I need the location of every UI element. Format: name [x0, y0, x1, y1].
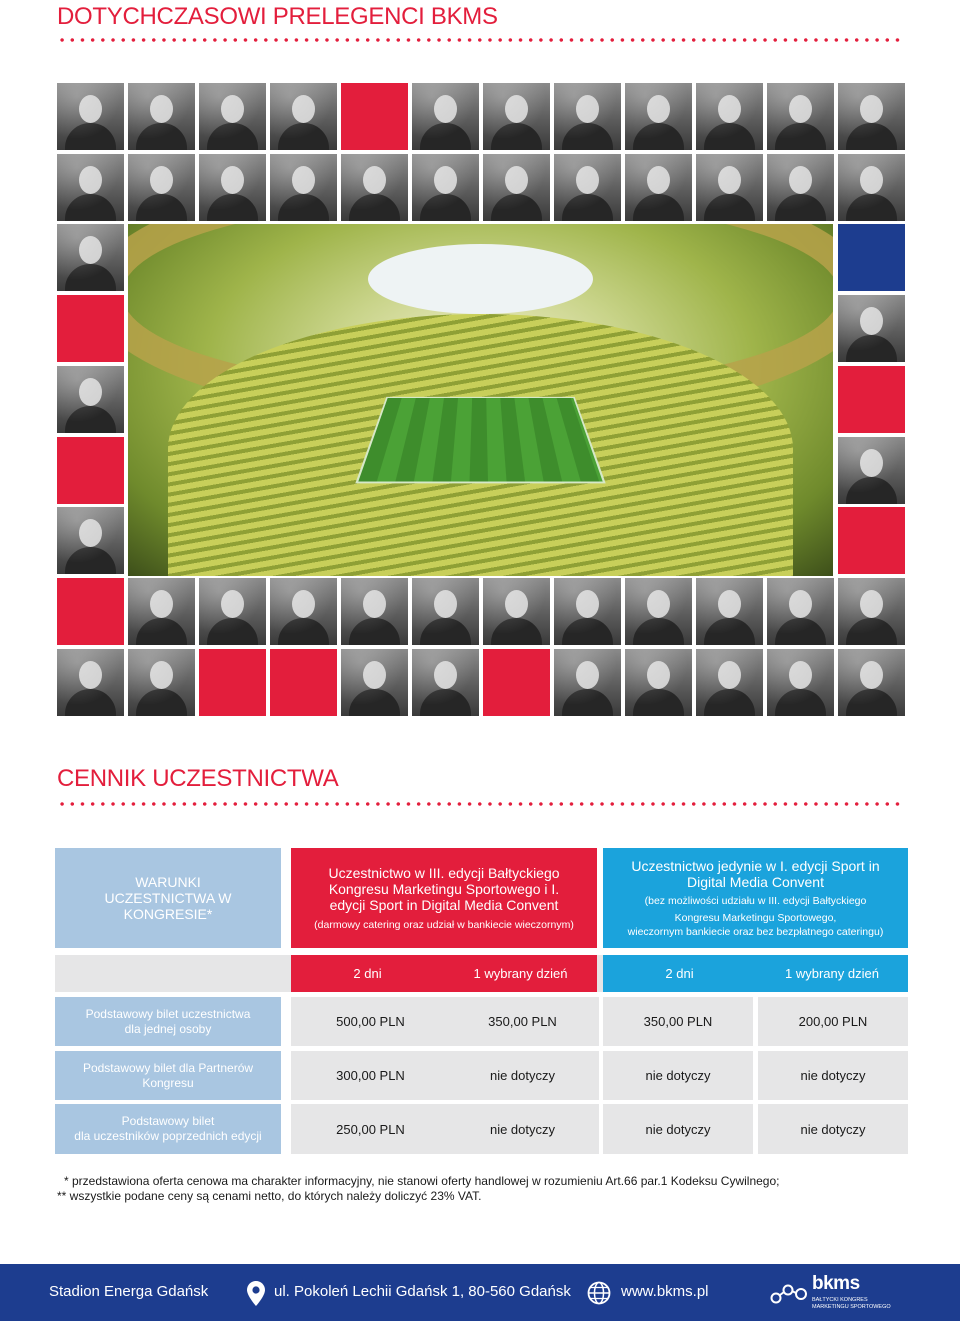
speaker-photo: [412, 154, 479, 221]
speaker-photo: [625, 578, 692, 645]
speaker-photo: [412, 578, 479, 645]
globe-icon: [587, 1281, 611, 1305]
speaker-photo: [128, 154, 195, 221]
address-text: ul. Pokoleń Lechii Gdańsk 1, 80-560 Gdańsk: [274, 1283, 571, 1300]
price-cell: nie dotyczy: [603, 1104, 753, 1154]
option-b-subtitle-1: (bez możliwości udziału w III. edycji Bałtyckiego: [644, 894, 867, 907]
color-tile: [57, 295, 124, 362]
speaker-photo: [838, 437, 905, 504]
speaker-photo: [696, 578, 763, 645]
option-a-subtitle: (darmowy catering oraz udział w bankiecie wieczornym): [314, 918, 574, 931]
speaker-photo: [838, 154, 905, 221]
color-tile: [838, 224, 905, 291]
price-cell: nie dotyczy: [758, 1051, 908, 1100]
speaker-photo: [625, 83, 692, 150]
color-tile: [838, 507, 905, 574]
speaker-photo: [128, 83, 195, 150]
speaker-photo: [554, 83, 621, 150]
dotted-divider: [57, 802, 905, 806]
footnotes: [57, 1174, 779, 1204]
speaker-photo: [767, 578, 834, 645]
color-tile: [57, 578, 124, 645]
speaker-photo: [57, 224, 124, 291]
price-cell: 350,00 PLN: [446, 997, 599, 1046]
color-tile: [57, 437, 124, 504]
color-tile: [838, 366, 905, 433]
speaker-photo: [767, 83, 834, 150]
price-cell: nie dotyczy: [446, 1051, 599, 1100]
price-cell: nie dotyczy: [758, 1104, 908, 1154]
duration-cell: 2 dni: [291, 955, 444, 992]
venue-text: Stadion Energa Gdańsk: [49, 1283, 209, 1300]
duration-cell: 1 wybrany dzień: [756, 955, 908, 992]
conditions-label: WARUNKI UCZESTNICTWA W KONGRESIE*: [55, 848, 281, 948]
speaker-photo: [625, 154, 692, 221]
stadium-photo: [128, 224, 833, 576]
row-label: Podstawowy bilet dla uczestników poprzednich edycji: [55, 1104, 281, 1154]
option-b-header: [603, 848, 908, 948]
speaker-photo: [838, 578, 905, 645]
speaker-photo: [57, 649, 124, 716]
price-cell: 250,00 PLN: [291, 1104, 450, 1154]
duration-cell: 2 dni: [603, 955, 756, 992]
option-b-subtitle-3: wieczornym bankiecie oraz bez bezpłatnego cateringu): [627, 925, 884, 938]
speaker-photo: [128, 649, 195, 716]
speaker-photo: [270, 578, 337, 645]
price-cell: 300,00 PLN: [291, 1051, 450, 1100]
speaker-photo: [199, 83, 266, 150]
color-tile: [341, 83, 408, 150]
price-cell: nie dotyczy: [603, 1051, 753, 1100]
location-pin-icon: [247, 1281, 265, 1306]
speaker-photo: [767, 649, 834, 716]
duration-cell: 1 wybrany dzień: [444, 955, 597, 992]
speaker-photo: [199, 154, 266, 221]
speaker-photo: [838, 83, 905, 150]
speaker-photo: [270, 154, 337, 221]
speaker-photo: [696, 154, 763, 221]
speaker-photo: [625, 649, 692, 716]
option-b-subtitle-2: Kongresu Marketingu Sportowego,: [674, 911, 837, 924]
pricing-heading: CENNIK UCZESTNICTWA: [57, 765, 339, 792]
footnote-2: ** wszystkie podane ceny są cenami netto, do których należy doliczyć 23% VAT.: [57, 1189, 482, 1203]
speaker-photo: [696, 83, 763, 150]
speaker-photo: [483, 83, 550, 150]
speaker-photo: [554, 154, 621, 221]
option-a-header: [291, 848, 597, 948]
row-label: Podstawowy bilet dla Partnerów Kongresu: [55, 1051, 281, 1100]
speaker-photo: [412, 83, 479, 150]
logo-subtitle: BAŁTYCKI KONGRES MARKETINGU SPORTOWEGO: [812, 1297, 891, 1310]
speaker-photo: [767, 154, 834, 221]
website-link[interactable]: www.bkms.pl: [621, 1283, 709, 1300]
option-b-title: Uczestnictwo jedynie w I. edycji Sport in Digital Media Convent: [631, 857, 880, 890]
price-cell: 500,00 PLN: [291, 997, 450, 1046]
speaker-photo: [57, 154, 124, 221]
speaker-photo: [270, 83, 337, 150]
speaker-photo: [838, 295, 905, 362]
speaker-photo: [554, 649, 621, 716]
speaker-photo: [838, 649, 905, 716]
speaker-photo: [341, 578, 408, 645]
speaker-photo: [341, 649, 408, 716]
logo-text: bkms: [812, 1273, 860, 1294]
speaker-photo: [483, 154, 550, 221]
speaker-photo: [57, 507, 124, 574]
row-label: Podstawowy bilet uczestnictwa dla jednej osoby: [55, 997, 281, 1046]
speaker-photo: [128, 578, 195, 645]
speaker-photo: [554, 578, 621, 645]
price-cell: 350,00 PLN: [603, 997, 753, 1046]
option-a-title: Uczestnictwo w III. edycji Bałtyckiego Kongresu Marketingu Sportowego i I. edycji Sport in Digital Media Convent: [328, 864, 560, 913]
dotted-divider: [57, 38, 905, 42]
price-cell: nie dotyczy: [446, 1104, 599, 1154]
speaker-photo: [199, 578, 266, 645]
speakers-heading: DOTYCHCZASOWI PRELEGENCI BKMS: [57, 3, 498, 30]
footer-bar: [0, 1264, 960, 1321]
speaker-photo: [412, 649, 479, 716]
color-tile: [483, 649, 550, 716]
bkms-logo-icon: [770, 1278, 812, 1308]
color-tile: [270, 649, 337, 716]
price-cell: 200,00 PLN: [758, 997, 908, 1046]
speaker-photo: [341, 154, 408, 221]
color-tile: [199, 649, 266, 716]
speaker-photo: [483, 578, 550, 645]
speaker-photo: [57, 366, 124, 433]
speaker-photo: [696, 649, 763, 716]
speaker-photo: [57, 83, 124, 150]
footnote-1: * przedstawiona oferta cenowa ma charakter informacyjny, nie stanowi oferty handlowej w rozumieniu Art.66 par.1 Kodeksu Cywilnego;: [64, 1174, 780, 1188]
